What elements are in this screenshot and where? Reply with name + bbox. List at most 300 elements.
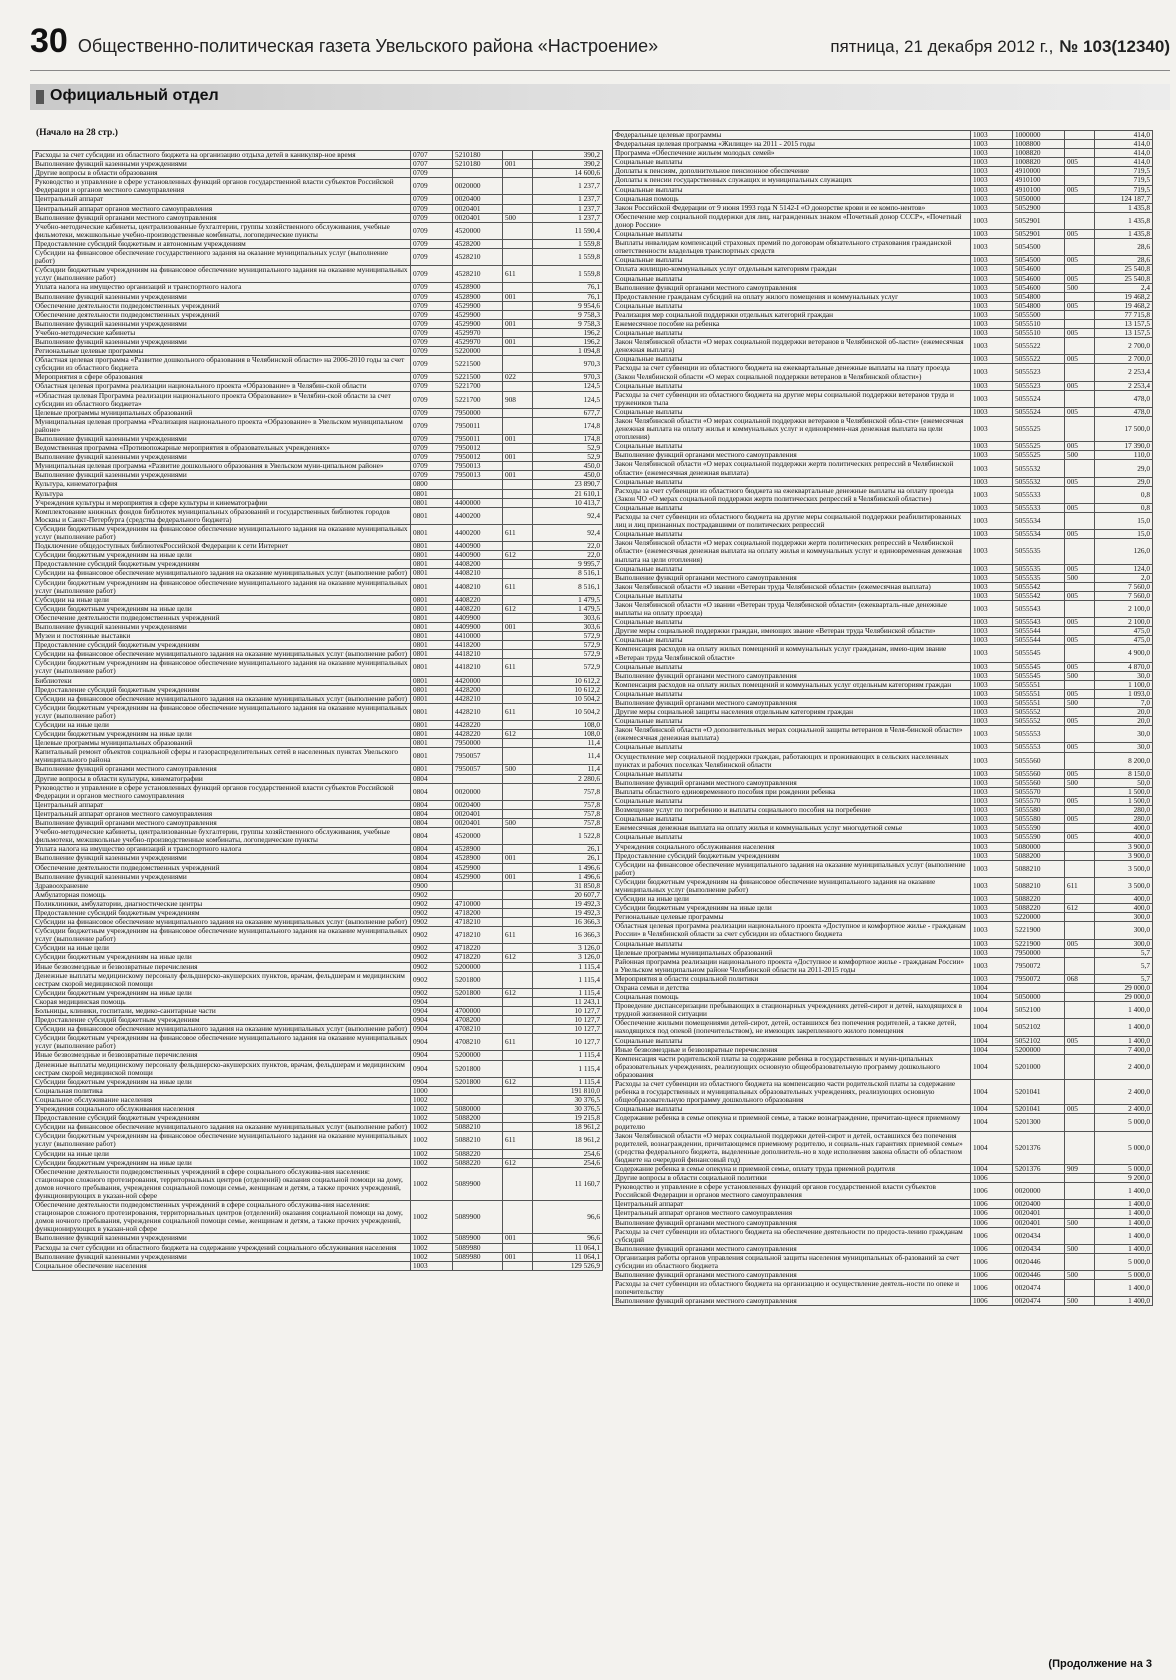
section-code: 0804 [411,809,453,818]
expense-type-code: 500 [1065,1218,1095,1227]
amount: 124,5 [533,382,603,391]
table-row [613,627,1153,636]
row-name: Содержание ребенка в семье опекуна и приемной семье, а также вознаграждение, причитаю-щееся приемному родителю [613,1114,971,1131]
amount: 414,0 [1095,140,1153,149]
article-code [453,1261,503,1270]
row-name: Социальные выплаты [613,274,971,283]
expense-type-code [503,169,533,178]
article-code: 0020474 [1013,1280,1065,1297]
table-row [33,927,603,944]
section-code: 0801 [411,748,453,765]
amount: 13 157,5 [1095,319,1153,328]
amount: 2 280,6 [533,774,603,783]
row-name: Расходы за счет субвенции из областного бюджета на обеспечение деятельности по предоста-лению гражданам субсидий [613,1227,971,1244]
section-code: 1003 [971,645,1013,662]
table-row [613,513,1153,530]
amount: 11 064,1 [533,1252,603,1261]
table-row [613,355,1153,364]
amount: 280,0 [1095,815,1153,824]
section-code: 1004 [971,1080,1013,1105]
expense-type-code [1065,390,1095,407]
row-name: Субсидии на финансовое обеспечение муниципального задания на оказание муниципальных услуг (выполнение работ) [33,918,411,927]
row-name: Обеспечение деятельности подведомственных учреждений [33,301,411,310]
amount: 1 559,8 [533,239,603,248]
section-code: 1006 [971,1253,1013,1270]
table-row [613,689,1153,698]
article-code: 5201800 [453,971,503,988]
expense-type-code [503,239,533,248]
table-row [33,1252,603,1261]
amount: 1 237,7 [533,195,603,204]
table-row [613,699,1153,708]
row-name: Уплата налога на имущество организаций и транспортного налога [33,845,411,854]
expense-type-code: 005 [1065,564,1095,573]
expense-type-code [503,1086,533,1095]
table-row [613,743,1153,752]
expense-type-code: 612 [503,953,533,962]
expense-type-code [1065,1200,1095,1209]
amount: 124,0 [1095,564,1153,573]
section-code: 0801 [411,560,453,569]
row-name: Выполнение функций органами местного самоуправления [33,213,411,222]
section-code: 1003 [971,806,1013,815]
amount: 23 890,7 [533,480,603,489]
section-code: 0709 [411,408,453,417]
row-name: Региональные целевые программы [613,913,971,922]
table-row [33,1095,603,1104]
article-code: 0020401 [1013,1209,1065,1218]
section-code: 1006 [971,1297,1013,1306]
article-code: 4400200 [453,524,503,541]
expense-type-code: 005 [1065,743,1095,752]
amount: 478,0 [1095,390,1153,407]
table-row [613,140,1153,149]
expense-type-code: 005 [1065,717,1095,726]
amount: 126,0 [1095,539,1153,564]
amount: 19 215,8 [533,1114,603,1123]
row-name: Денежные выплаты медицинскому персоналу фельдшерско-акушерских пунктов, врачам, фельдшерам и медицинским сестрам скорой медицинской помощи [33,1060,411,1077]
amount: 757,8 [533,783,603,800]
expense-type-code [503,685,533,694]
expense-type-code [503,408,533,417]
article-code: 5201800 [453,1060,503,1077]
amount: 5 000,0 [1095,1271,1153,1280]
article-code: 5055551 [1013,699,1065,708]
article-code: 5052901 [1013,212,1065,229]
issue-number: № 103(12340) [1059,37,1170,56]
expense-type-code: 500 [1065,1297,1095,1306]
table-row [613,301,1153,310]
article-code: 5088200 [1013,851,1065,860]
amount: 10 612,2 [533,676,603,685]
article-code: 1000000 [1013,131,1065,140]
amount: 300,0 [1095,939,1153,948]
row-name: Федеральные целевые программы [613,131,971,140]
section-code: 1003 [971,381,1013,390]
amount: 2 100,0 [1095,600,1153,617]
section-code: 1002 [411,1234,453,1243]
article-code: 5055552 [1013,708,1065,717]
article-code: 7950072 [1013,974,1065,983]
amount: 191 810,0 [533,1086,603,1095]
amount: 450,0 [533,462,603,471]
row-name: Выполнение функций органами местного самоуправления [613,1297,971,1306]
section-code: 1003 [971,662,1013,671]
row-name: Учебно-методические кабинеты [33,328,411,337]
amount: 29,0 [1095,477,1153,486]
article-code: 5201300 [1013,1114,1065,1131]
row-name: Целевые программы муниципальных образований [33,739,411,748]
row-name: Выполнение функций казенными учреждениями [33,292,411,301]
section-code: 1003 [971,877,1013,894]
article-code: 5052102 [1013,1036,1065,1045]
article-code: 5055545 [1013,671,1065,680]
article-code: 4408210 [453,569,503,578]
expense-type-code [1065,600,1095,617]
row-name: Субсидии на финансовое обеспечение муниципального задания на оказание муниципальных услуг (выполнение работ) [33,1025,411,1034]
row-name: Социальные выплаты [613,743,971,752]
section-code: 0801 [411,551,453,560]
expense-type-code [1065,1114,1095,1131]
table-row [613,984,1153,993]
expense-type-code [503,1016,533,1025]
article-code: 0020400 [1013,1200,1065,1209]
table-row [613,194,1153,203]
section-code: 1003 [971,310,1013,319]
row-name: Другие меры социальной защиты населения отдельным категориям граждан [613,708,971,717]
expense-type-code [1065,203,1095,212]
row-name: Районная программа реализации национального проекта «Доступное и комфортное жилье - гражданам России» в Увельском муниципальном районе Челябинской области на 2011-2015 годы [613,957,971,974]
article-code: 5055525 [1013,442,1065,451]
expense-type-code: 001 [503,160,533,169]
expense-type-code [503,845,533,854]
expense-type-code: 001 [503,1252,533,1261]
table-row [613,680,1153,689]
row-name: Субсидии бюджетным учреждениям на финансовое обеспечение муниципального задания на оказание муниципальных услуг (выполнение работ) [33,1132,411,1149]
amount: 11 243,1 [533,997,603,1006]
page-number: 30 [30,22,68,60]
amount: 108,0 [533,730,603,739]
article-code: 4428200 [453,685,503,694]
section-code: 1004 [971,1054,1013,1079]
amount: 10 504,2 [533,694,603,703]
expense-type-code: 005 [1065,618,1095,627]
section-code: 1004 [971,1131,1013,1164]
expense-type-code [1065,948,1095,957]
section-code: 1003 [971,573,1013,582]
row-name: Социальные выплаты [613,407,971,416]
table-row [613,212,1153,229]
article-code: 5055532 [1013,460,1065,477]
table-row [33,462,603,471]
article-code [453,489,503,498]
article-code: 5221700 [453,391,503,408]
article-code: 5220000 [1013,913,1065,922]
expense-type-code: 005 [1065,355,1095,364]
expense-type-code [503,1261,533,1270]
row-name: Расходы за счет субсидии из областного бюджета на организацию отдыха детей в каникуляр-ное время [33,151,411,160]
article-code [453,480,503,489]
row-name: Музеи и постоянные выставки [33,632,411,641]
article-code: 4408210 [453,578,503,595]
expense-type-code [503,249,533,266]
table-row [33,542,603,551]
article-code: 5055534 [1013,513,1065,530]
amount: 3 500,0 [1095,860,1153,877]
article-code: 5201800 [453,988,503,997]
expense-type-code: 005 [1065,833,1095,842]
table-row [33,650,603,659]
table-row [613,806,1153,815]
amount: 2 400,0 [1095,1080,1153,1105]
row-name: Руководство и управление в сфере установленных функций органов государственной власти субъектов Российской Федерации и органов местного самоуправления [33,783,411,800]
row-name: Предоставление субсидий бюджетным учреждениям [33,685,411,694]
article-code: 4718200 [453,908,503,917]
article-code: 5201041 [1013,1080,1065,1105]
row-name: Социальные выплаты [613,564,971,573]
amount: 124,5 [533,391,603,408]
table-row [33,1060,603,1077]
section-code: 1002 [411,1201,453,1234]
section-code: 0801 [411,659,453,676]
section-code: 1003 [971,582,1013,591]
row-name: Закон Челябинской области «О мерах социальной поддержки жертв политических репрессий в Челябинской области» (ежемесячная денежная выплата) [613,460,971,477]
table-row [613,860,1153,877]
expense-type-code: 611 [503,1132,533,1149]
row-name: Социальные выплаты [613,256,971,265]
section-code: 0801 [411,604,453,613]
table-row [33,222,603,239]
row-name: Выполнение функций казенными учреждениями [33,453,411,462]
table-row [33,213,603,222]
article-code [453,774,503,783]
table-row [613,957,1153,974]
row-name: Закон Челябинской области «О мерах социальной поддержки ветеранов в Челябинской обла-сти» (ежемесячная денежная выплата на оплату жилья и коммунальных услуг и единовремен-ная денежная выплата на цели отопления) [613,417,971,442]
row-name: Закон Челябинской области «О звании «Ветеран труда Челябинской области» (ежекварталь-ные денежные выплаты на оплату проезда) [613,600,971,617]
table-row [33,676,603,685]
amount: 2,0 [1095,573,1153,582]
row-name: Субсидии бюджетным учреждениям на финансовое обеспечение муниципального задания на оказание муниципальных услуг (выполнение работ) [33,1034,411,1051]
row-name: Выполнение функций казенными учреждениями [33,435,411,444]
article-code: 4400900 [453,551,503,560]
table-row [33,881,603,890]
row-name: Центральный аппарат органов местного самоуправления [613,1209,971,1218]
section-code: 0902 [411,918,453,927]
expense-type-code: 005 [1065,530,1095,539]
article-code: 5088220 [453,1158,503,1167]
continued-to-note: (Продолжение на 3 [1048,1658,1152,1670]
amount: 15,0 [1095,513,1153,530]
expense-type-code: 500 [1065,283,1095,292]
article-code: 4529900 [453,310,503,319]
amount: 10 612,2 [533,685,603,694]
table-row [33,319,603,328]
expense-type-code: 005 [1065,381,1095,390]
table-row [33,953,603,962]
amount: 15,0 [1095,530,1153,539]
amount: 1 115,4 [533,988,603,997]
table-row [33,1034,603,1051]
expense-type-code: 909 [1065,1164,1095,1173]
article-code: 5055533 [1013,486,1065,503]
section-code: 1003 [971,239,1013,256]
row-name: Комплектование книжных фондов библиотек муниципальных образований и государственных библиотек городов Москвы и Санкт-Петербурга (средства федерального бюджета) [33,507,411,524]
table-row [613,824,1153,833]
expense-type-code: 500 [503,213,533,222]
article-code: 5200000 [453,1051,503,1060]
expense-type-code [503,204,533,213]
article-code: 5055535 [1013,564,1065,573]
section-code: 0801 [411,739,453,748]
row-name: Региональные целевые программы [33,347,411,356]
table-row [613,671,1153,680]
section-code: 1003 [971,477,1013,486]
row-name: Закон Челябинской области «О мерах социальной поддержки детей-сирот и детей, оставшихся без попечения родителей, вознаграждении, причитающемся приемному родителю, и социаль-ных гарантиях приемной семье» (средства федерального бюджета, выделенные дополнитель-но в ходе исполнения закона области об областном бюджете на очередной финансовый год) [613,1131,971,1164]
table-row [33,569,603,578]
article-code: 4910100 [1013,185,1065,194]
section-code: 1004 [971,984,1013,993]
row-name: Скорая медицинская помощь [33,997,411,1006]
amount: 254,6 [533,1149,603,1158]
amount: 0,8 [1095,486,1153,503]
article-code: 4410000 [453,632,503,641]
section-code: 1006 [971,1200,1013,1209]
table-row [33,204,603,213]
table-row [33,962,603,971]
table-row [33,1105,603,1114]
amount: 1 435,8 [1095,230,1153,239]
expense-type-code [1065,417,1095,442]
section-code: 1003 [971,212,1013,229]
article-code: 4718210 [453,918,503,927]
expense-type-code: 005 [1065,256,1095,265]
section-code: 1003 [971,230,1013,239]
section-code: 0707 [411,151,453,160]
amount: 20,0 [1095,717,1153,726]
amount: 414,0 [1095,131,1153,140]
section-code: 0709 [411,222,453,239]
amount: 475,0 [1095,627,1153,636]
article-code: 7950012 [453,444,503,453]
expense-type-code [503,1007,533,1016]
amount: 52,9 [533,444,603,453]
section-code: 1006 [971,1174,1013,1183]
row-name: Предоставление субсидий бюджетным учреждениям [33,1114,411,1123]
article-code: 5089900 [453,1167,503,1200]
section-code: 1003 [971,417,1013,442]
table-row [613,167,1153,176]
article-code: 5055553 [1013,726,1065,743]
table-row [613,265,1153,274]
table-row [33,604,603,613]
row-name: Центральный аппарат [33,800,411,809]
table-row [33,444,603,453]
amount: 757,8 [533,819,603,828]
article-code: 5055510 [1013,329,1065,338]
budget-table-left [32,150,603,1271]
table-row [33,1261,603,1270]
row-name: Компенсация части родительской платы за содержание ребенка в государственных и муни-ципальных образовательных учреждениях, реализующих основную общеобразовательную программу дошкольного образования [613,1054,971,1079]
row-name: Социальные выплаты [613,797,971,806]
expense-type-code [1065,1002,1095,1019]
expense-type-code: 500 [1065,778,1095,787]
expense-type-code [503,1149,533,1158]
section-code: 0801 [411,685,453,694]
amount: 757,8 [533,800,603,809]
amount: 22,0 [533,542,603,551]
expense-type-code [503,1060,533,1077]
expense-type-code [1065,1019,1095,1036]
article-code: 4428220 [453,730,503,739]
article-code: 4529900 [453,319,503,328]
section-code: 1003 [971,699,1013,708]
section-code: 0902 [411,988,453,997]
row-name: Выполнение функций органами местного самоуправления [613,1271,971,1280]
article-code: 5055542 [1013,591,1065,600]
table-row [33,1051,603,1060]
article-code: 4400900 [453,542,503,551]
expense-type-code [1065,265,1095,274]
expense-type-code [1065,1280,1095,1297]
section-code: 0707 [411,160,453,169]
article-code: 4708200 [453,1016,503,1025]
row-name: Социальные выплаты [613,636,971,645]
amount: 1 093,0 [1095,689,1153,698]
table-row [33,471,603,480]
expense-type-code [503,1243,533,1252]
header-rule [30,70,1170,71]
expense-type-code: 001 [503,622,533,631]
expense-type-code [503,310,533,319]
expense-type-code [1065,140,1095,149]
row-name: Субсидии бюджетным учреждениям на иные цели [33,551,411,560]
amount: 1 115,4 [533,1051,603,1060]
section-code: 0709 [411,382,453,391]
amount: 400,0 [1095,824,1153,833]
table-row [33,524,603,541]
article-code: 0020000 [1013,1183,1065,1200]
expense-type-code: 612 [503,988,533,997]
row-name: Обеспечение деятельности подведомственных учреждений в сфере социального обслужива-ния населения: стационаров сложного протезирования, территориальных центров (отделений) оказания социальной помощи на дому, домов ночного пребывания, учреждения социальной помощи семье, женщинам и детям, а также прочих учреждений, функционирующих в указан-ной сфере [33,1167,411,1200]
row-name: Социальные выплаты [613,689,971,698]
expense-type-code: 005 [1065,185,1095,194]
amount: 7 560,0 [1095,591,1153,600]
expense-type-code [1065,726,1095,743]
amount: 9 995,7 [533,560,603,569]
table-row [33,944,603,953]
amount: 450,0 [533,471,603,480]
article-code: 5055535 [1013,573,1065,582]
amount: 25 540,8 [1095,265,1153,274]
amount: 757,8 [533,809,603,818]
table-row [33,328,603,337]
article-code: 5201376 [1013,1164,1065,1173]
amount: 10 127,7 [533,1034,603,1051]
row-name: Культура, кинематография [33,480,411,489]
expense-type-code: 068 [1065,974,1095,983]
row-name: Учебно-методические кабинеты, централизованные бухгалтерии, группы хозяйственного обслуживания, учебные фильмотеки, межшкольные учебно-производственные комбинаты, логопедические пункты [33,222,411,239]
row-name: Социальные выплаты [613,591,971,600]
expense-type-code [503,1051,533,1060]
section-code: 0709 [411,249,453,266]
section-code: 1003 [971,948,1013,957]
section-code: 1006 [971,1227,1013,1244]
row-name: Закон Челябинской области «О звании «Ветеран труда Челябинской области» (ежемесячная выплата) [613,582,971,591]
amount: 719,5 [1095,176,1153,185]
expense-type-code: 001 [503,854,533,863]
expense-type-code [503,739,533,748]
row-name: Здравоохранение [33,881,411,890]
